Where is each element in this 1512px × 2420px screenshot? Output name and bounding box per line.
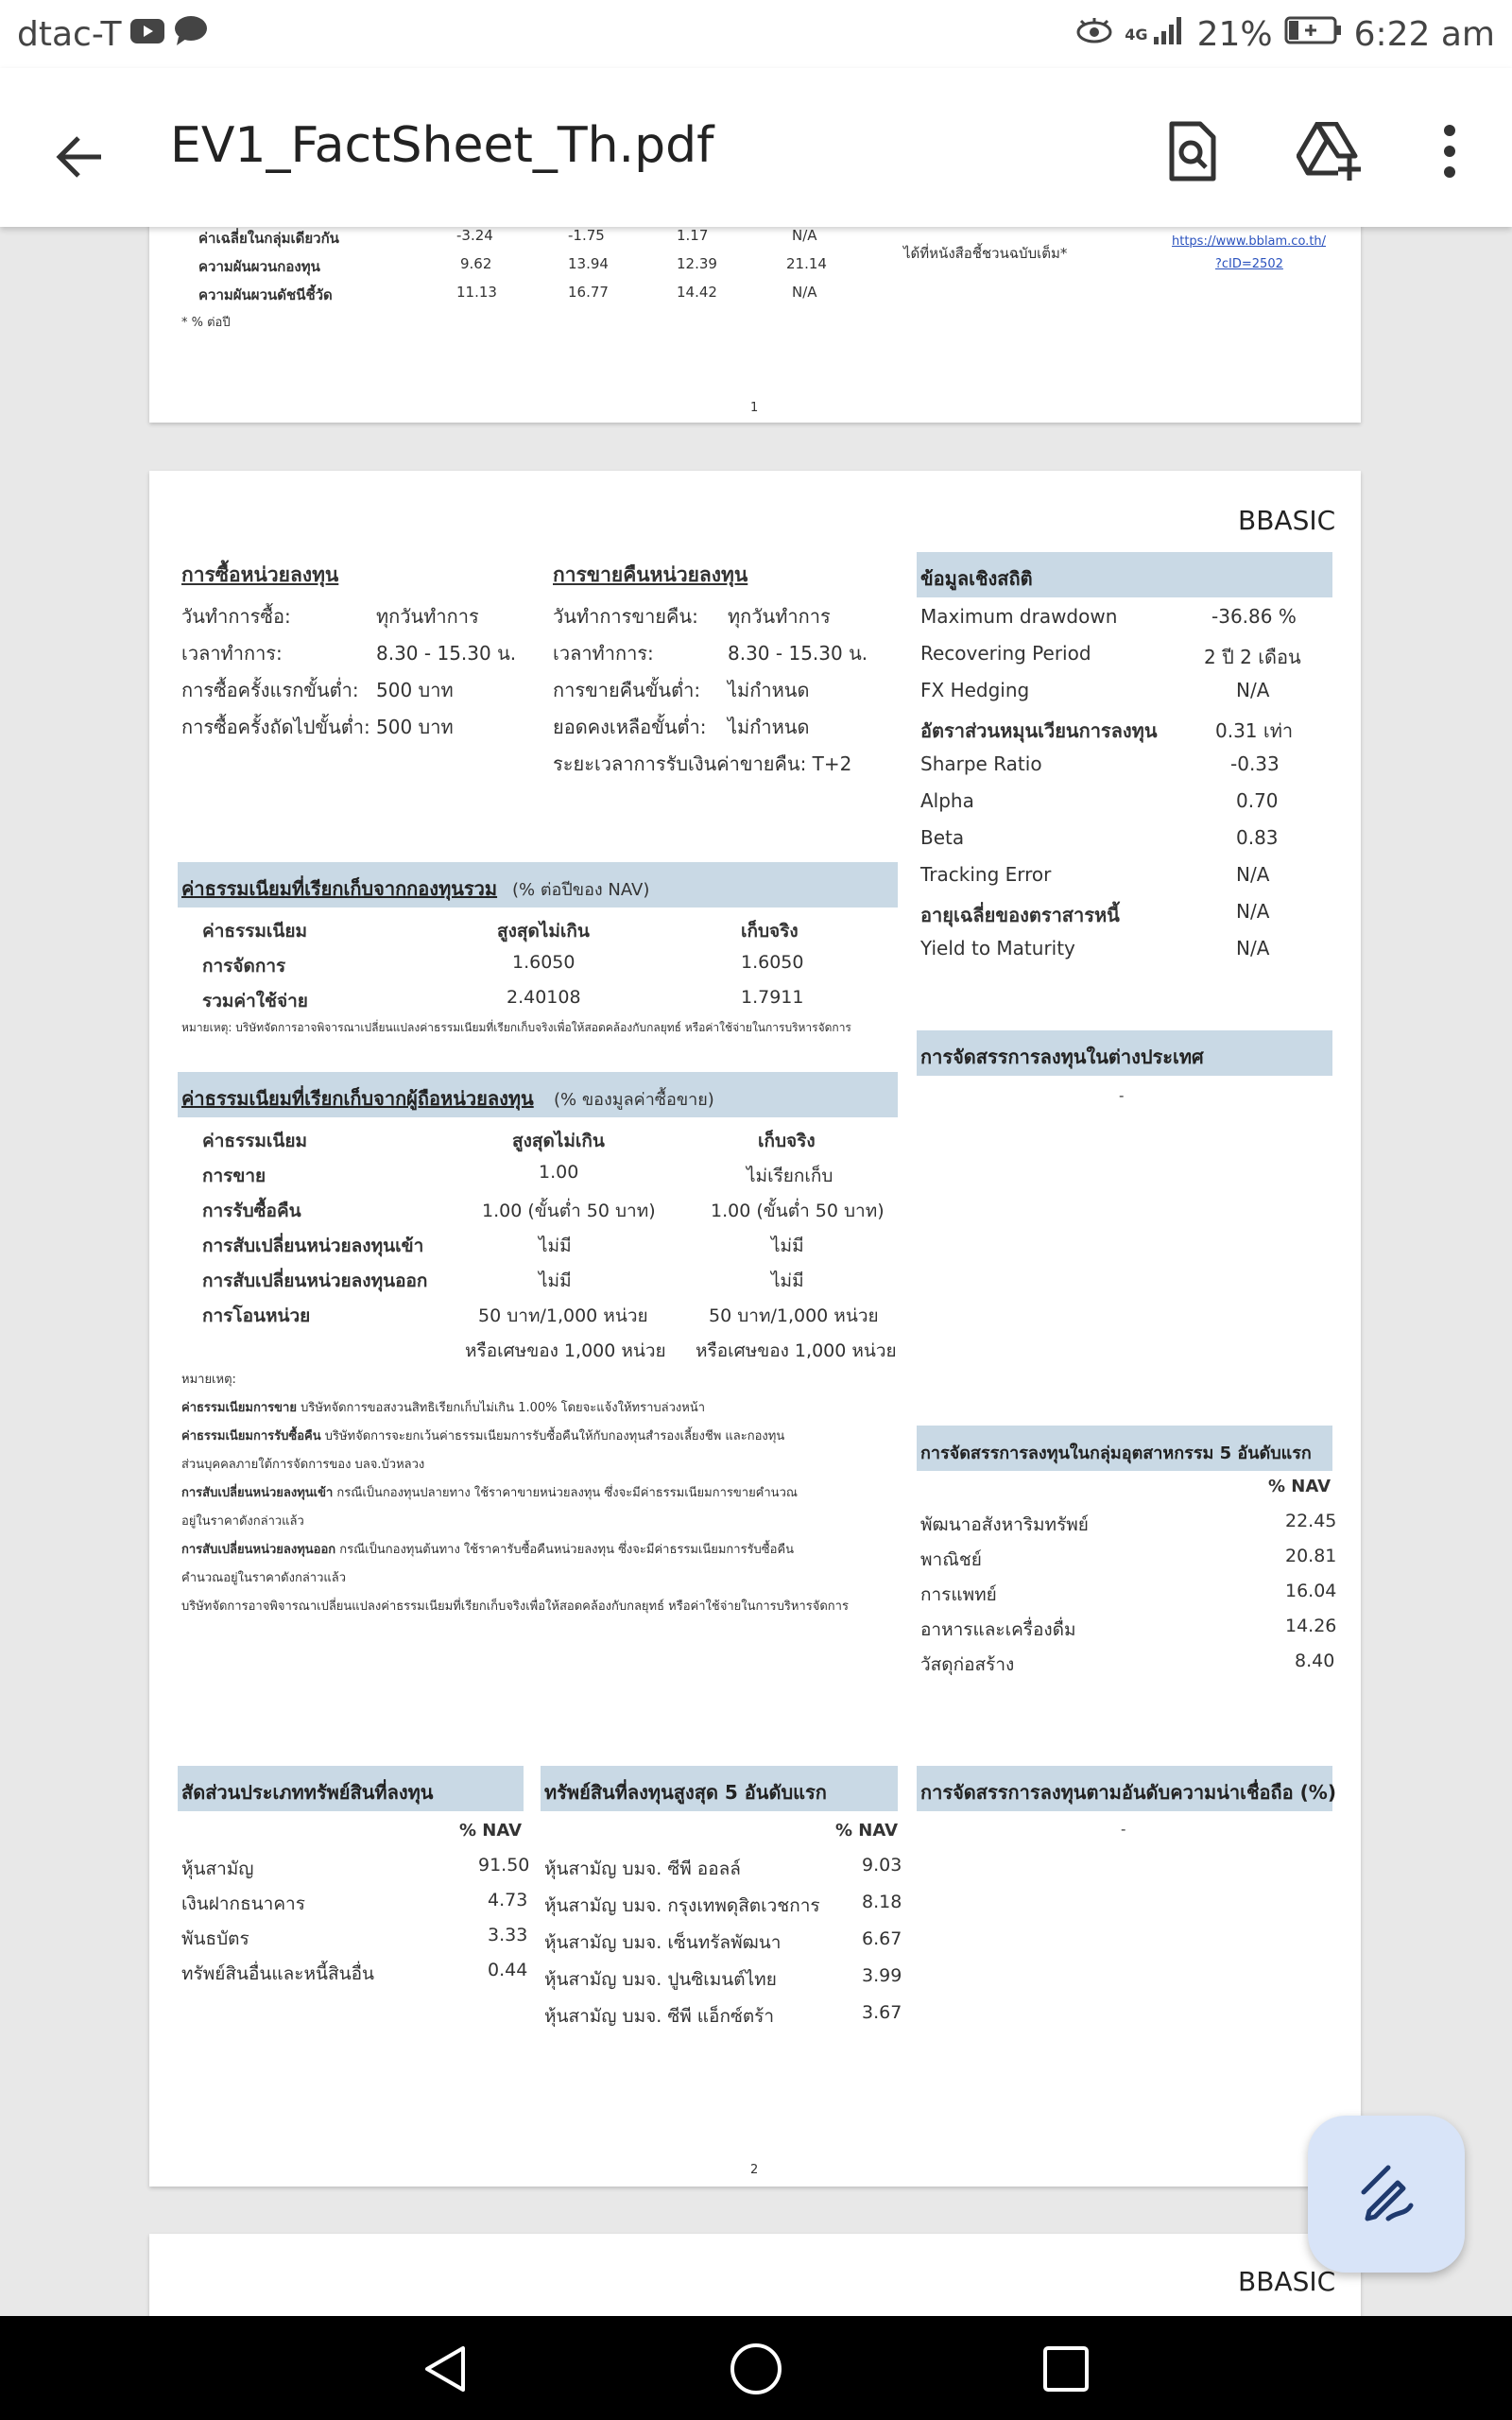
top5-unit: % NAV [835, 1821, 899, 1841]
prospectus-note: ได้ที่หนังสือชี้ชวนฉบับเต็ม* [903, 245, 1068, 262]
fee-max: 1.00 [539, 1162, 579, 1183]
fund-code: BBASIC [1238, 505, 1336, 536]
asset-label: ทรัพย์สินอื่นและหนี้สินอื่น [181, 1963, 374, 1984]
fee-actual: ไม่มี [771, 1270, 804, 1291]
fee-max: ไม่มี [539, 1270, 572, 1291]
fee-fund-title: ค่าธรรมเนียมที่เรียกเก็บจากกองทุนรวม [181, 877, 498, 900]
fee-label: รวมค่าใช้จ่าย [202, 991, 308, 1011]
settlement-period: ระยะเวลาการรับเงินค่าขายคืน: T+2 [553, 752, 852, 775]
note-line: คำนวณอยู่ในราคาดังกล่าวแล้ว [181, 1571, 347, 1585]
note-text: บริษัทจัดการขอสงวนสิทธิเรียกเก็บไม่เกิน 1.00% โดยจะแจ้งให้ทราบล่วงหน้า [296, 1401, 705, 1415]
holding-value: 3.67 [862, 2002, 902, 2023]
foreign-title: การจัดสรรการลงทุนในต่างประเทศ [920, 1046, 1204, 1068]
stat-value: N/A [1236, 937, 1270, 959]
sell-value: ไม่กำหนด [728, 679, 810, 701]
note-line [181, 1539, 794, 1559]
sell-section-title: การขายคืนหน่วยลงทุน [553, 563, 748, 586]
cell: 21.14 [786, 255, 827, 272]
foreign-value: - [1119, 1087, 1125, 1104]
note-line [181, 1397, 705, 1417]
note-line: อยู่ในราคาดังกล่าวแล้ว [181, 1514, 304, 1529]
column-header: ค่าธรรมเนียม [202, 921, 308, 942]
sell-value: ไม่กำหนด [728, 716, 810, 738]
asset-title: สัดส่วนประเภททรัพย์สินที่ลงทุน [181, 1781, 434, 1804]
holding-label: หุ้นสามัญ บมจ. ปูนซิเมนต์ไทย [544, 1969, 777, 1990]
chat-icon [173, 14, 209, 55]
fee-max: 2.40108 [507, 987, 581, 1008]
holding-label: หุ้นสามัญ บมจ. ซีพี แอ็กซ์ตร้า [544, 2006, 775, 2027]
column-header: ค่าธรรมเนียม [202, 1131, 308, 1151]
carrier-label: dtac-T [17, 14, 122, 54]
cell: 11.13 [456, 284, 497, 301]
buy-label: การซื้อครั้งแรกขั้นต่ำ: [181, 679, 359, 701]
note-text: กรณีเป็นกองทุนต้นทาง ใช้ราคารับซื้อคืนหน่วยลงทุน ซึ่งจะมีค่าธรรมเนียมการรับซื้อคืน [335, 1543, 795, 1557]
column-header: สูงสุดไม่เกิน [497, 921, 590, 942]
status-left [17, 14, 209, 55]
stats-title: ข้อมูลเชิงสถิติ [920, 567, 1033, 590]
row-label: ความผันผวนกองทุน [198, 258, 320, 275]
page-number: 2 [750, 2163, 759, 2177]
note-line: บริษัทจัดการอาจพิจารณาเปลี่ยนแปลงค่าธรรมเนียมที่เรียกเก็บจริงเพื่อให้สอดคล้องกับกลยุทธ์ หรือค่าใช้จ่ายในการบริหารจัดการ [181, 1599, 849, 1614]
fee-max: ไม่มี [539, 1236, 572, 1256]
industry-label: อาหารและเครื่องดื่ม [920, 1619, 1076, 1640]
network-type: 4G [1125, 25, 1148, 43]
stat-label: Tracking Error [920, 863, 1052, 886]
note-text: บริษัทจัดการจะยกเว้นค่าธรรมเนียมการรับซื้อคืนให้กับกองทุนสำรองเลี้ยงชีพ และกองทุน [320, 1429, 785, 1443]
buy-label: วันทำการซื้อ: [181, 605, 291, 628]
holding-label: หุ้นสามัญ บมจ. กรุงเทพดุสิตเวชการ [544, 1895, 820, 1916]
buy-label: การซื้อครั้งถัดไปขั้นต่ำ: [181, 716, 370, 738]
add-to-drive-button[interactable] [1285, 106, 1376, 197]
youtube-icon [129, 15, 165, 54]
nav-back-button[interactable] [420, 2342, 472, 2399]
stat-label: Maximum drawdown [920, 605, 1118, 628]
top5-title: ทรัพย์สินที่ลงทุนสูงสุด 5 อันดับแรก [544, 1781, 827, 1804]
search-document-button[interactable] [1147, 106, 1238, 197]
cell: 14.42 [677, 284, 717, 301]
fee-label: การขาย [202, 1166, 266, 1186]
app-bar [0, 68, 1512, 227]
nav-recents-button[interactable] [1041, 2344, 1091, 2397]
stat-label: Sharpe Ratio [920, 752, 1042, 775]
stat-label: Beta [920, 826, 965, 849]
stat-value: 0.83 [1236, 826, 1279, 849]
note-bold: การสับเปลี่ยนหน่วยลงทุนออก [181, 1543, 336, 1557]
industry-label: การแพทย์ [920, 1584, 997, 1605]
stat-value: 0.31 เท่า [1215, 719, 1294, 742]
pdf-page-2 [149, 471, 1361, 2187]
row-label: ค่าเฉลี่ยในกลุ่มเดียวกัน [198, 230, 339, 247]
cell: 16.77 [568, 284, 609, 301]
fee-actual: 1.7911 [741, 987, 804, 1008]
nav-home-button[interactable] [728, 2341, 784, 2401]
pdf-page-3 [149, 2234, 1361, 2316]
fee-label: การโอนหน่วย [202, 1305, 311, 1326]
sell-label: ยอดคงเหลือขั้นต่ำ: [553, 716, 707, 738]
industry-value: 8.40 [1295, 1651, 1335, 1671]
stat-label: Alpha [920, 789, 974, 812]
industry-label: พาณิชย์ [920, 1549, 982, 1570]
column-header: เก็บจริง [758, 1131, 816, 1151]
cell: -3.24 [456, 227, 493, 244]
industry-value: 14.26 [1285, 1616, 1337, 1636]
fee-actual: ไม่มี [771, 1236, 804, 1256]
document-title: EV1_FactSheet_Th.pdf [170, 117, 714, 174]
stat-value: N/A [1236, 863, 1270, 886]
fee-label: การจัดการ [202, 956, 286, 977]
fee-fund-note: หมายเหตุ: บริษัทจัดการอาจพิจารณาเปลี่ยนแปลงค่าธรรมเนียมที่เรียกเก็บจริงเพื่อให้สอดคล้องกับกลยุทธ์ หรือค่าใช้จ่ายในการบริหารจัดการ [181, 1021, 851, 1034]
column-header: เก็บจริง [741, 921, 799, 942]
asset-value: 4.73 [488, 1890, 528, 1910]
note-line [181, 1426, 784, 1445]
fee-fund-unit: (% ต่อปีของ NAV) [512, 880, 650, 900]
pdf-page-1 [149, 227, 1361, 423]
buy-value: 500 บาท [376, 679, 454, 701]
fee-max-extra: หรือเศษของ 1,000 หน่วย [465, 1340, 666, 1361]
cell: 13.94 [568, 255, 609, 272]
fee-label: การสับเปลี่ยนหน่วยลงทุนออก [202, 1270, 428, 1291]
fee-holder-title: ค่าธรรมเนียมที่เรียกเก็บจากผู้ถือหน่วยลงทุน [181, 1087, 534, 1110]
sell-value: ทุกวันทำการ [728, 605, 831, 628]
note-bold: ค่าธรรมเนียมการรับซื้อคืน [181, 1429, 321, 1443]
fee-actual: 1.00 (ขั้นต่ำ 50 บาท) [711, 1201, 885, 1221]
stat-label: อัตราส่วนหมุนเวียนการลงทุน [920, 719, 1158, 742]
industry-label: วัสดุก่อสร้าง [920, 1654, 1015, 1675]
pdf-viewer[interactable] [0, 227, 1512, 2316]
stat-value: 0.70 [1236, 789, 1279, 812]
note-line: ส่วนบุคคลภายใต้การจัดการของ บลจ.บัวหลวง [181, 1458, 425, 1472]
annotate-button[interactable] [1308, 2116, 1465, 2273]
fee-label: การรับซื้อคืน [202, 1201, 301, 1221]
holding-label: หุ้นสามัญ บมจ. ซีพี ออลล์ [544, 1858, 741, 1879]
holding-value: 9.03 [862, 1855, 902, 1876]
stat-label: อายุเฉลี่ยของตราสารหนี้ [920, 904, 1120, 926]
back-button[interactable] [38, 115, 121, 199]
note-bold: ค่าธรรมเนียมการขาย [181, 1401, 297, 1415]
system-navigation-bar [0, 2316, 1512, 2420]
triangle-back-icon [420, 2342, 472, 2395]
buy-value: 8.30 - 15.30 น. [376, 642, 517, 665]
stat-label: Yield to Maturity [920, 937, 1075, 959]
row-label: ความผันผวนดัชนีชี้วัด [198, 286, 333, 303]
cell: -1.75 [568, 227, 605, 244]
holding-value: 6.67 [862, 1928, 902, 1949]
note-line [181, 1482, 798, 1502]
asset-label: พันธบัตร [181, 1928, 249, 1949]
fee-max: 1.00 (ขั้นต่ำ 50 บาท) [482, 1201, 656, 1221]
industry-value: 22.45 [1285, 1511, 1337, 1531]
footnote: * % ต่อปี [181, 316, 231, 330]
buy-value: 500 บาท [376, 716, 454, 738]
more-vertical-icon [1440, 123, 1459, 180]
cell: N/A [792, 227, 817, 244]
stat-value: N/A [1236, 679, 1270, 701]
fee-max: 50 บาท/1,000 หน่วย [478, 1305, 648, 1326]
credit-value: - [1121, 1821, 1126, 1838]
credit-title: การจัดสรรการลงทุนตามอันดับความน่าเชื่อถือ (%) [920, 1781, 1336, 1804]
page-number: 1 [750, 401, 759, 415]
fee-actual-extra: หรือเศษของ 1,000 หน่วย [696, 1340, 897, 1361]
status-bar [0, 0, 1512, 68]
industry-title: การจัดสรรการลงทุนในกลุ่มอุตสาหกรรม 5 อันดับแรก [920, 1443, 1312, 1463]
cell: 12.39 [677, 255, 717, 272]
holding-value: 3.99 [862, 1965, 902, 1986]
clock: 6:22 am [1353, 14, 1495, 54]
more-options-button[interactable] [1404, 106, 1495, 197]
stat-value: -0.33 [1230, 752, 1280, 775]
prospectus-link-query[interactable]: ?cID=2502 [1215, 257, 1283, 271]
cell: 9.62 [460, 255, 492, 272]
asset-unit: % NAV [459, 1821, 523, 1841]
note-text: กรณีเป็นกองทุนปลายทาง ใช้ราคาขายหน่วยลงทุน ซึ่งจะมีค่าธรรมเนียมการขายคำนวณ [333, 1486, 798, 1500]
stat-value: -36.86 % [1211, 605, 1297, 628]
prospectus-link[interactable]: https://www.bblam.co.th/ [1172, 234, 1327, 249]
asset-value: 0.44 [488, 1960, 528, 1980]
fee-holder-unit: (% ของมูลค่าซื้อขาย) [554, 1090, 714, 1110]
fee-label: การสับเปลี่ยนหน่วยลงทุนเข้า [202, 1236, 424, 1256]
asset-label: เงินฝากธนาคาร [181, 1893, 305, 1914]
arrow-left-icon [54, 134, 105, 180]
pen-edit-icon [1356, 2164, 1417, 2224]
stat-label: FX Hedging [920, 679, 1030, 701]
column-header: สูงสุดไม่เกิน [512, 1131, 605, 1151]
signal-icon [1152, 14, 1186, 55]
cell: 1.17 [677, 227, 709, 244]
asset-value: 91.50 [478, 1855, 530, 1876]
sell-label: การขายคืนขั้นต่ำ: [553, 679, 701, 701]
buy-label: เวลาทำการ: [181, 642, 283, 665]
drive-add-icon [1297, 122, 1365, 181]
notes-heading: หมายเหตุ: [181, 1373, 236, 1387]
note-bold: การสับเปลี่ยนหน่วยลงทุนเข้า [181, 1486, 334, 1500]
industry-label: พัฒนาอสังหาริมทรัพย์ [920, 1514, 1089, 1535]
fee-actual: ไม่เรียกเก็บ [747, 1166, 833, 1186]
industry-unit: % NAV [1268, 1477, 1332, 1496]
fund-code: BBASIC [1238, 2266, 1336, 2297]
holding-label: หุ้นสามัญ บมจ. เซ็นทรัลพัฒนา [544, 1932, 782, 1953]
stat-label: Recovering Period [920, 642, 1091, 665]
sell-value: 8.30 - 15.30 น. [728, 642, 868, 665]
cell: N/A [792, 284, 817, 301]
status-right [1075, 14, 1495, 55]
battery-charging-icon [1284, 15, 1343, 54]
industry-value: 16.04 [1285, 1581, 1337, 1601]
eye-icon [1075, 15, 1113, 54]
fee-actual: 50 บาท/1,000 หน่วย [709, 1305, 879, 1326]
circle-home-icon [728, 2341, 784, 2397]
sell-label: เวลาทำการ: [553, 642, 654, 665]
asset-value: 3.33 [488, 1925, 528, 1945]
stat-value: 2 ปี 2 เดือน [1204, 646, 1301, 668]
buy-section-title: การซื้อหน่วยลงทุน [181, 563, 339, 586]
fee-actual: 1.6050 [741, 952, 804, 973]
stat-value: N/A [1236, 900, 1270, 923]
asset-label: หุ้นสามัญ [181, 1858, 254, 1879]
battery-percent: 21% [1196, 14, 1273, 54]
square-recents-icon [1041, 2344, 1091, 2394]
buy-value: ทุกวันทำการ [376, 605, 479, 628]
sell-label: วันทำการขายคืน: [553, 605, 698, 628]
document-search-icon [1166, 120, 1219, 182]
industry-value: 20.81 [1285, 1546, 1337, 1566]
fee-max: 1.6050 [512, 952, 576, 973]
holding-value: 8.18 [862, 1892, 902, 1912]
